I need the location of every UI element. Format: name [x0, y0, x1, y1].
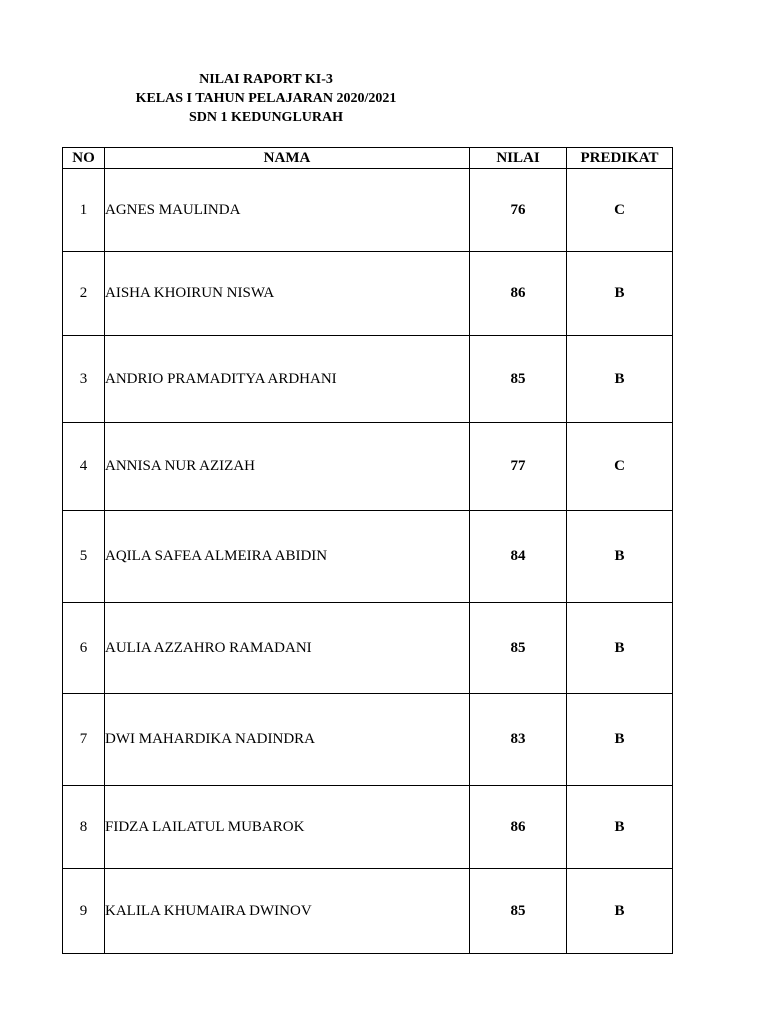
- score: 84: [470, 511, 567, 603]
- score: 77: [470, 423, 567, 511]
- column-header-predikat: PREDIKAT: [567, 148, 673, 169]
- score: 86: [470, 252, 567, 336]
- row-number: 5: [63, 511, 105, 603]
- score: 86: [470, 786, 567, 869]
- column-header-no: NO: [63, 148, 105, 169]
- table-row: [63, 869, 673, 954]
- table-row: [63, 252, 673, 336]
- score: 85: [470, 603, 567, 694]
- school-name: SDN 1 KEDUNGLURAH: [188, 110, 343, 125]
- score: 83: [470, 694, 567, 786]
- table-row: [63, 786, 673, 869]
- document-header: [116, 70, 416, 127]
- student-name: AQILA SAFEA ALMEIRA ABIDIN: [105, 511, 470, 603]
- column-header-nama: NAMA: [105, 148, 470, 169]
- column-header-nilai: NILAI: [470, 148, 567, 169]
- table-row: [63, 423, 673, 511]
- score: 85: [470, 869, 567, 954]
- row-number: 6: [63, 603, 105, 694]
- table-row: [63, 169, 673, 252]
- table-row: [63, 336, 673, 423]
- table-row: [63, 603, 673, 694]
- table-header-row: [63, 148, 673, 169]
- grade: B: [567, 786, 673, 869]
- row-number: 1: [63, 169, 105, 252]
- table-row: [63, 694, 673, 786]
- row-number: 4: [63, 423, 105, 511]
- table-row: [63, 511, 673, 603]
- report-title: NILAI RAPORT KI-3: [199, 72, 333, 87]
- row-number: 3: [63, 336, 105, 423]
- grades-table: [62, 147, 673, 954]
- student-name: ANNISA NUR AZIZAH: [105, 423, 470, 511]
- class-year: KELAS I TAHUN PELAJARAN 2020/2021: [135, 91, 397, 106]
- grade: B: [567, 336, 673, 423]
- row-number: 7: [63, 694, 105, 786]
- student-name: AISHA KHOIRUN NISWA: [105, 252, 470, 336]
- grade: C: [567, 169, 673, 252]
- row-number: 9: [63, 869, 105, 954]
- student-name: KALILA KHUMAIRA DWINOV: [105, 869, 470, 954]
- student-name: FIDZA LAILATUL MUBAROK: [105, 786, 470, 869]
- grade: B: [567, 694, 673, 786]
- grade: B: [567, 869, 673, 954]
- grade: C: [567, 423, 673, 511]
- row-number: 8: [63, 786, 105, 869]
- student-name: ANDRIO PRAMADITYA ARDHANI: [105, 336, 470, 423]
- student-name: AGNES MAULINDA: [105, 169, 470, 252]
- row-number: 2: [63, 252, 105, 336]
- student-name: AULIA AZZAHRO RAMADANI: [105, 603, 470, 694]
- score: 76: [470, 169, 567, 252]
- student-name: DWI MAHARDIKA NADINDRA: [105, 694, 470, 786]
- score: 85: [470, 336, 567, 423]
- grade: B: [567, 252, 673, 336]
- grade: B: [567, 603, 673, 694]
- grade: B: [567, 511, 673, 603]
